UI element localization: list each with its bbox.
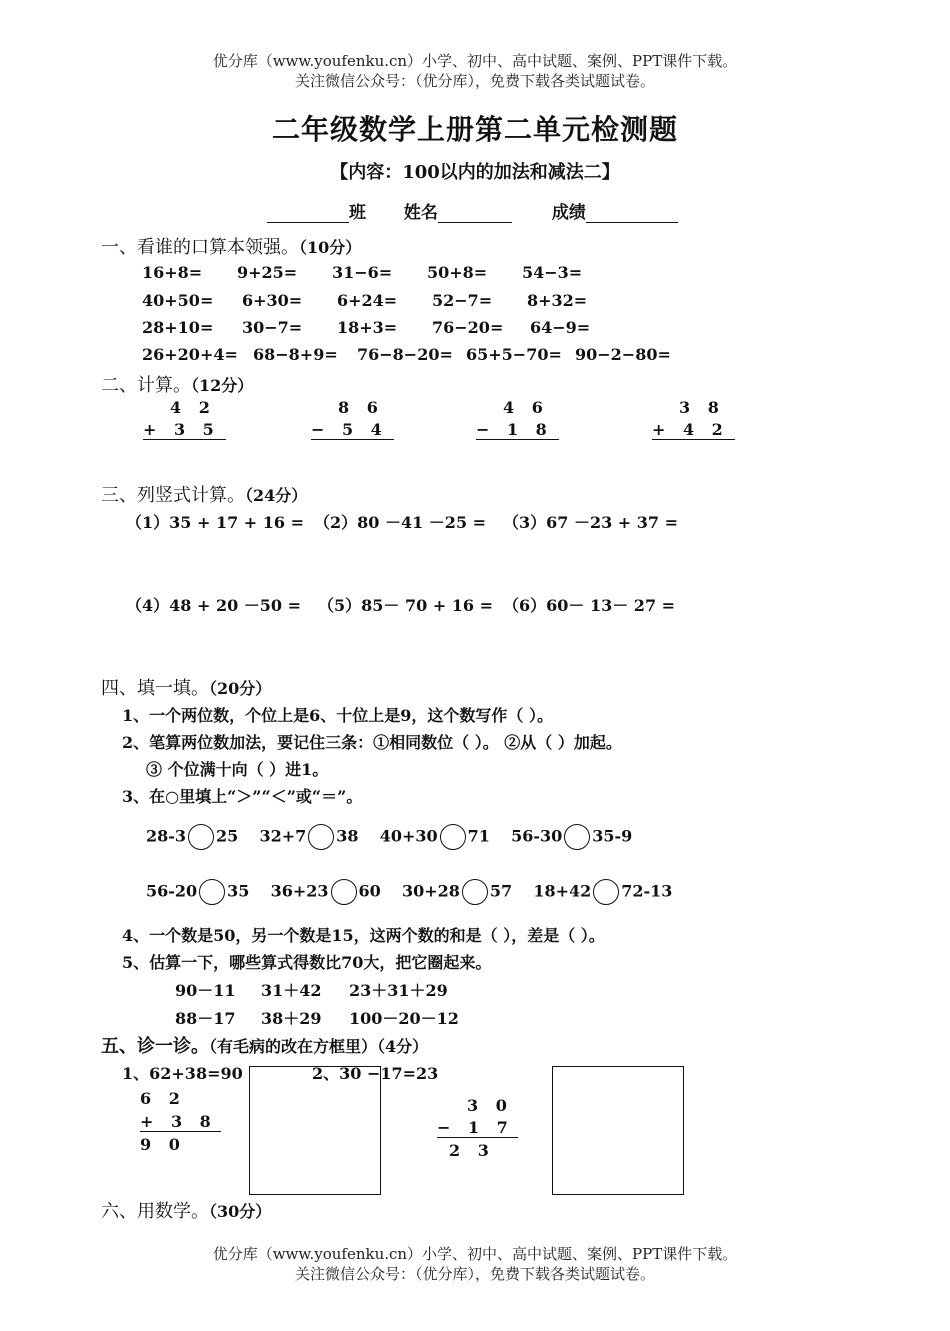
diagnose-2-result: 2 3 [449,1141,495,1160]
oral-problem: 30−7= [242,318,303,337]
section-5-note: （有毛病的改在方框里）（4分） [209,1037,429,1056]
section-2-title: 二、计算。 [101,375,191,396]
class-blank[interactable] [267,204,349,223]
diagnose-1-result: 9 0 [140,1135,186,1154]
section-1-points: （10分） [299,238,362,257]
compare-row-1 [146,824,632,850]
compare-right: 35-9 [592,826,633,846]
footer-line-2: 关注微信公众号：（优分库），免费下载各类试题试卷。 [294,1265,655,1283]
column-problem: （6）60－ 13－ 27 = [503,596,676,615]
section-3-points: （24分） [245,486,308,505]
oral-problem: 26+20+4= [142,345,238,364]
compare-left: 36+23 [270,881,329,901]
correction-box-2[interactable] [552,1066,684,1195]
compare-right: 60 [358,881,381,901]
compare-left: 32+7 [259,826,307,846]
section-6-heading [101,1197,271,1223]
section-6-title: 六、用数学。 [101,1201,209,1222]
oral-problem: 6+30= [242,291,303,310]
compare-circle[interactable] [331,879,357,905]
section-5-title: 五、诊一诊。 [101,1036,209,1057]
estimate-item[interactable]: 90－11 [175,981,236,1000]
compare-left: 40+30 [379,826,438,846]
section-2-points: （12分） [191,376,254,395]
compare-right: 25 [216,826,239,846]
oral-problem: 6+24= [337,291,398,310]
section-3-heading [101,481,307,507]
score-label: 成绩 [551,203,586,223]
estimate-item[interactable]: 88－17 [175,1009,236,1028]
section-5-heading [101,1032,428,1058]
compare-circle[interactable] [308,824,334,850]
oral-problem: 18+3= [337,318,398,337]
column-problem: （1）35 + 17 + 16 = [126,513,305,532]
header-line-1: 优分库（www.youfenku.cn）小学、初中、高中试题、案例、PPT课件下载。 [212,52,738,70]
estimate-item[interactable]: 23＋31＋29 [349,981,448,1000]
fill-question-1: 1、一个两位数，个位上是6、十位上是9，这个数写作（ ）。 [122,706,553,725]
estimate-item[interactable]: 38＋29 [261,1009,322,1028]
vertical-top: 4 6 [503,398,549,417]
fill-question-2: 2、笔算两位数加法，要记住三条：①相同数位（ ）。 ②从（ ）加起。 [122,733,622,752]
name-label: 姓名 [403,203,438,223]
section-1-title: 一、看谁的口算本领强。 [101,237,299,258]
compare-circle[interactable] [564,824,590,850]
compare-left: 56-30 [511,826,563,846]
compare-right: 71 [467,826,490,846]
section-4-heading [101,674,271,700]
compare-circle[interactable] [188,824,214,850]
oral-problem: 90−2−80= [575,345,671,364]
oral-problem: 54−3= [522,263,583,282]
compare-right: 72-13 [621,881,673,901]
vertical-bottom: + 3 5 [143,420,226,440]
vertical-top: 3 8 [679,398,725,417]
compare-right: 38 [336,826,359,846]
column-problem: （4）48 + 20 －50 = [126,596,302,615]
oral-problem: 68−8+9= [253,345,338,364]
class-label: 班 [349,203,366,223]
oral-problem: 8+32= [527,291,588,310]
footer-line-1: 优分库（www.youfenku.cn）小学、初中、高中试题、案例、PPT课件下载。 [212,1245,738,1263]
compare-row-2 [146,879,672,905]
oral-problem: 31−6= [332,263,393,282]
section-6-points: （30分） [209,1202,272,1221]
diagnose-2-top: 3 0 [467,1096,513,1115]
oral-problem: 40+50= [142,291,214,310]
compare-left: 18+42 [533,881,592,901]
compare-circle[interactable] [462,879,488,905]
section-4-points: （20分） [209,679,272,698]
section-1-heading [101,233,361,259]
compare-circle[interactable] [440,824,466,850]
diagnose-1-bottom: + 3 8 [140,1112,221,1132]
section-4-title: 四、填一填。 [101,678,209,699]
oral-problem: 76−20= [432,318,504,337]
diagnose-problem-2-label: 2、30 −17=23 [312,1064,439,1083]
oral-problem: 65+5−70= [466,345,562,364]
column-problem: （2）80 －41 －25 = [314,513,487,532]
compare-right: 35 [227,881,250,901]
oral-problem: 52−7= [432,291,493,310]
vertical-bottom: + 4 2 [652,420,735,440]
oral-problem: 76−8−20= [357,345,453,364]
vertical-top: 8 6 [338,398,384,417]
score-blank[interactable] [586,204,678,223]
name-blank[interactable] [438,204,512,223]
compare-circle[interactable] [593,879,619,905]
estimate-item[interactable]: 31＋42 [261,981,322,1000]
fill-question-3: 3、在○里填上“＞”“＜”或“＝”。 [122,787,363,806]
header-line-2: 关注微信公众号：（优分库），免费下载各类试题试卷。 [294,72,655,90]
compare-right: 57 [489,881,513,901]
oral-problem: 28+10= [142,318,214,337]
diagnose-problem-1-label: 1、62+38=90 [122,1064,243,1083]
oral-problem: 9+25= [237,263,298,282]
diagnose-1-top: 6 2 [140,1089,186,1108]
compare-left: 56-20 [146,881,198,901]
vertical-top: 4 2 [170,398,216,417]
oral-problem: 64−9= [530,318,591,337]
column-problem: （5）85－ 70 + 16 = [318,596,494,615]
compare-left: 30+28 [401,881,460,901]
fill-question-5: 5、估算一下，哪些算式得数比70大，把它圈起来。 [122,953,492,972]
section-2-heading [101,371,253,397]
fill-question-4: 4、一个数是50，另一个数是15，这两个数的和是（ ），差是（ ）。 [122,926,605,945]
vertical-bottom: − 5 4 [311,420,394,440]
diagnose-2-bottom: − 1 7 [437,1118,518,1138]
page-title: 二年级数学上册第二单元检测题 [271,113,678,146]
fill-question-2-cont: ③ 个位满十向（ ）进1。 [146,760,329,779]
estimate-item[interactable]: 100－20－12 [349,1009,459,1028]
info-line [267,198,678,223]
compare-circle[interactable] [199,879,225,905]
column-problem: （3）67 －23 + 37 = [503,513,679,532]
oral-problem: 16+8= [142,263,203,282]
correction-box-1[interactable] [249,1066,381,1195]
oral-problem: 50+8= [427,263,488,282]
page-subtitle: 【内容：100以内的加法和减法二】 [330,162,620,183]
vertical-bottom: − 1 8 [476,420,559,440]
compare-left: 28-3 [146,826,187,846]
section-3-title: 三、列竖式计算。 [101,485,245,506]
